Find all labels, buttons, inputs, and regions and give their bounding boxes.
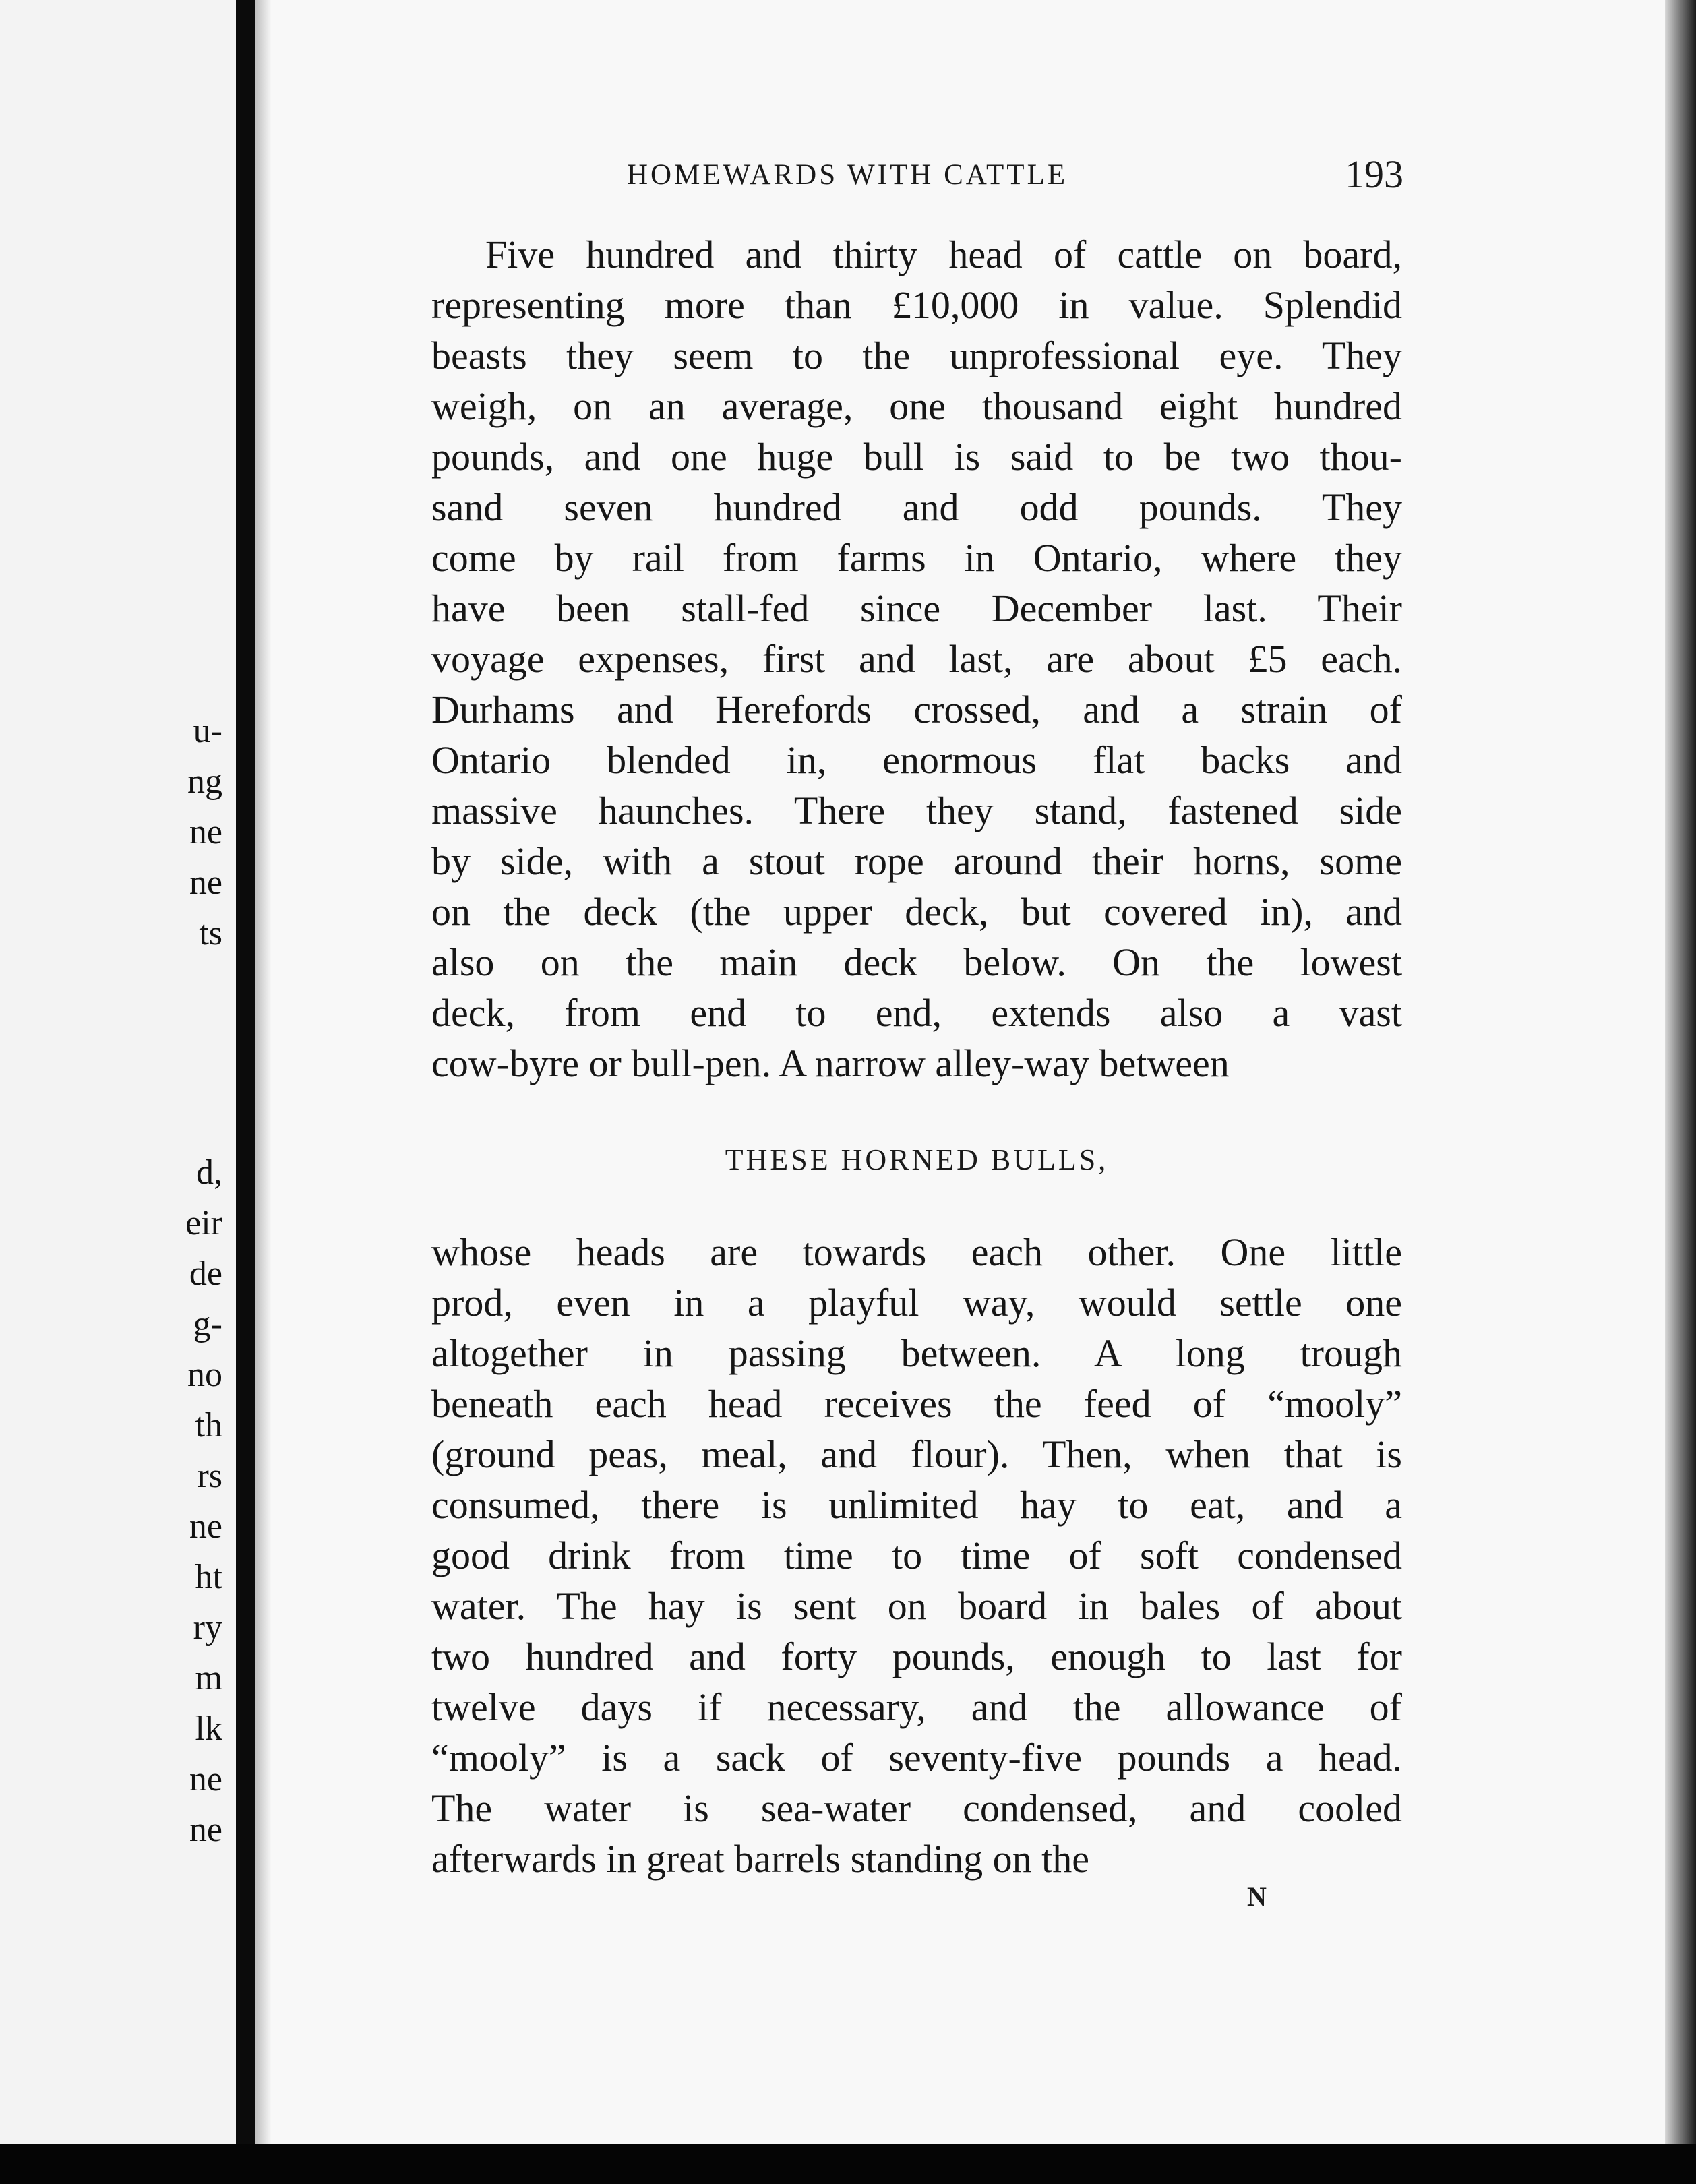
text-line: sand seven hundred and odd pounds. They	[431, 485, 1402, 529]
text-line: (ground peas, meal, and flour). Then, when that is	[431, 1432, 1402, 1476]
text-line: representing more than £10,000 in value. Splendid	[431, 283, 1402, 327]
left-page-fragment: th	[195, 1406, 222, 1445]
text-line: prod, even in a playful way, would settle one	[431, 1281, 1402, 1325]
text-line: on the deck (the upper deck, but covered in), and	[431, 890, 1402, 934]
text-line: come by rail from farms in Ontario, where they	[431, 536, 1402, 580]
left-page-fragment: ht	[195, 1558, 222, 1596]
text-line: beneath each head receives the feed of “mooly”	[431, 1382, 1402, 1426]
left-page-fragment: ne	[189, 863, 222, 902]
left-page	[0, 0, 236, 2144]
page-edge	[1665, 0, 1696, 2144]
text-line: have been stall-fed since December last. Their	[431, 586, 1402, 630]
text-line: weigh, on an average, one thousand eight hundred	[431, 384, 1402, 428]
left-page-fragment: ne	[189, 1811, 222, 1849]
text-line: altogether in passing between. A long trough	[431, 1331, 1402, 1375]
text-line: consumed, there is unlimited hay to eat, and a	[431, 1483, 1402, 1527]
left-page-fragment: d,	[196, 1153, 222, 1192]
text-line: two hundred and forty pounds, enough to last for	[431, 1635, 1402, 1678]
subheading: THESE HORNED BULLS,	[725, 1143, 1109, 1176]
left-page-fragment: ne	[189, 1760, 222, 1798]
left-page-fragment: no	[187, 1356, 222, 1394]
text-line: Five hundred and thirty head of cattle on board,	[485, 233, 1402, 276]
left-page-fragment: ne	[189, 1507, 222, 1546]
text-line: “mooly” is a sack of seventy-five pounds a head.	[431, 1736, 1402, 1780]
left-page-fragment: g-	[193, 1305, 222, 1343]
left-page-fragment: ts	[199, 914, 222, 952]
left-page-fragment: u-	[193, 712, 222, 750]
text-line: afterwards in great barrels standing on the	[431, 1837, 1089, 1881]
left-page-fragment: rs	[197, 1457, 222, 1495]
gutter-shadow	[255, 0, 271, 2144]
page-header	[391, 152, 1403, 206]
text-line: pounds, and one huge bull is said to be two thou-	[431, 435, 1402, 479]
left-page-fragment: ng	[187, 762, 222, 801]
text-line: whose heads are towards each other. One little	[431, 1230, 1402, 1274]
running-head: HOMEWARDS WITH CATTLE	[627, 159, 1068, 191]
paragraph-1	[431, 229, 1402, 1089]
left-page-fragment: m	[195, 1659, 222, 1697]
book-gutter	[236, 0, 255, 2144]
paragraph-2	[431, 1227, 1402, 1884]
left-page-fragment: ry	[193, 1608, 222, 1647]
text-line: also on the main deck below. On the lowest	[431, 940, 1402, 984]
text-line: Ontario blended in, enormous flat backs and	[431, 738, 1402, 782]
text-line: voyage expenses, first and last, are about £5 each.	[431, 637, 1402, 681]
scan-border	[0, 2144, 1696, 2184]
signature-mark: N	[1247, 1881, 1267, 1912]
text-line: deck, from end to end, extends also a vast	[431, 991, 1402, 1035]
text-line: Durhams and Herefords crossed, and a strain of	[431, 688, 1402, 731]
left-page-fragment: ne	[189, 813, 222, 851]
text-line: cow-byre or bull-pen. A narrow alley-way between	[431, 1041, 1230, 1085]
left-page-fragment: lk	[195, 1709, 222, 1748]
text-line: beasts they seem to the unprofessional eye. They	[431, 334, 1402, 377]
page-number: 193	[1345, 152, 1403, 196]
left-page-fragment: de	[189, 1254, 222, 1293]
text-line: massive haunches. There they stand, fastened side	[431, 789, 1402, 832]
text-line: water. The hay is sent on board in bales of about	[431, 1584, 1402, 1628]
text-line: by side, with a stout rope around their horns, some	[431, 839, 1402, 883]
text-line: good drink from time to time of soft condensed	[431, 1534, 1402, 1577]
text-line: twelve days if necessary, and the allowance of	[431, 1685, 1402, 1729]
left-page-fragment: eir	[185, 1204, 222, 1242]
text-line: The water is sea-water condensed, and cooled	[431, 1786, 1402, 1830]
